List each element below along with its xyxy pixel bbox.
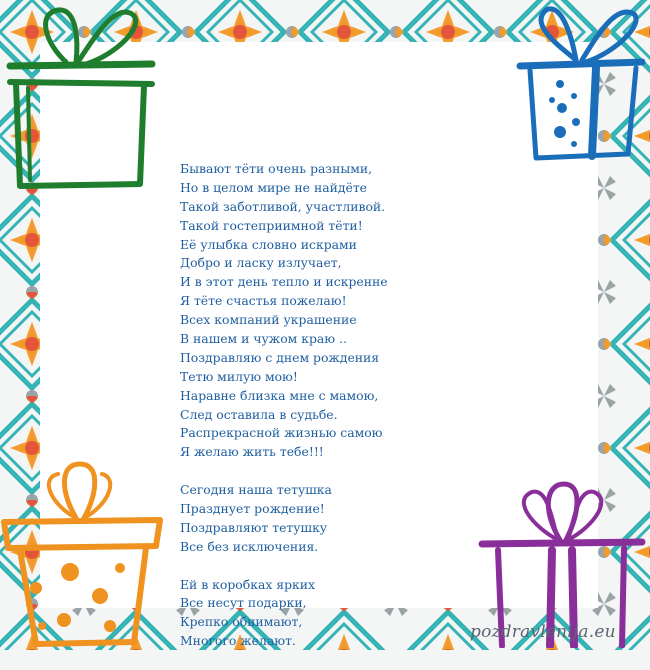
poem-line: Крепко обнимают,: [180, 614, 303, 630]
poem-line: Все несут подарки,: [180, 595, 307, 611]
poem-line: Поздравляю с днем рождения: [180, 349, 380, 365]
poem-line: Такой заботливой, участливой.: [180, 198, 386, 214]
poem-line: Я желаю жить тебе!!!: [180, 444, 324, 460]
poem-line: Празднует рождение!: [180, 501, 325, 517]
site-watermark: pozdravlenija.eu: [470, 622, 616, 642]
greeting-poem: [180, 160, 510, 670]
poem-line: Многого желают.: [180, 633, 296, 649]
poem-stanza-1: [180, 160, 510, 462]
poem-line: Все без исключения.: [180, 538, 319, 554]
poem-line: Ей в коробках ярких: [180, 576, 316, 592]
poem-line: Тетю милую мою!: [180, 368, 298, 384]
gift-box-blue-icon: [516, 4, 648, 166]
poem-line: Сегодня наша тетушка: [180, 482, 332, 498]
gift-box-orange-icon: [0, 460, 170, 648]
poem-line: В нашем и чужом краю ..: [180, 331, 347, 347]
poem-line: Поздравляют тетушку: [180, 519, 328, 535]
poem-line: Добро и ласку излучает,: [180, 255, 342, 271]
poem-line: Но в целом мире не найдёте: [180, 179, 368, 195]
poem-line: Наравне близка мне с мамою,: [180, 387, 379, 403]
poem-stanza-3: [180, 576, 510, 652]
gift-box-green-icon: [6, 4, 156, 192]
poem-line: След оставила в судьбе.: [180, 406, 338, 422]
poem-line: Такой гостеприимной тёти!: [180, 217, 363, 233]
poem-line: Распрекрасной жизнью самою: [180, 425, 383, 441]
poem-line: Всех компаний украшение: [180, 312, 357, 328]
poem-stanza-2: [180, 481, 510, 557]
poem-line: И в этот день тепло и искренне: [180, 274, 388, 290]
poem-line: Бывают тёти очень разными,: [180, 161, 373, 176]
poem-line: Её улыбка словно искрами: [180, 236, 357, 252]
poem-line: Я тёте счастья пожелаю!: [180, 293, 347, 309]
